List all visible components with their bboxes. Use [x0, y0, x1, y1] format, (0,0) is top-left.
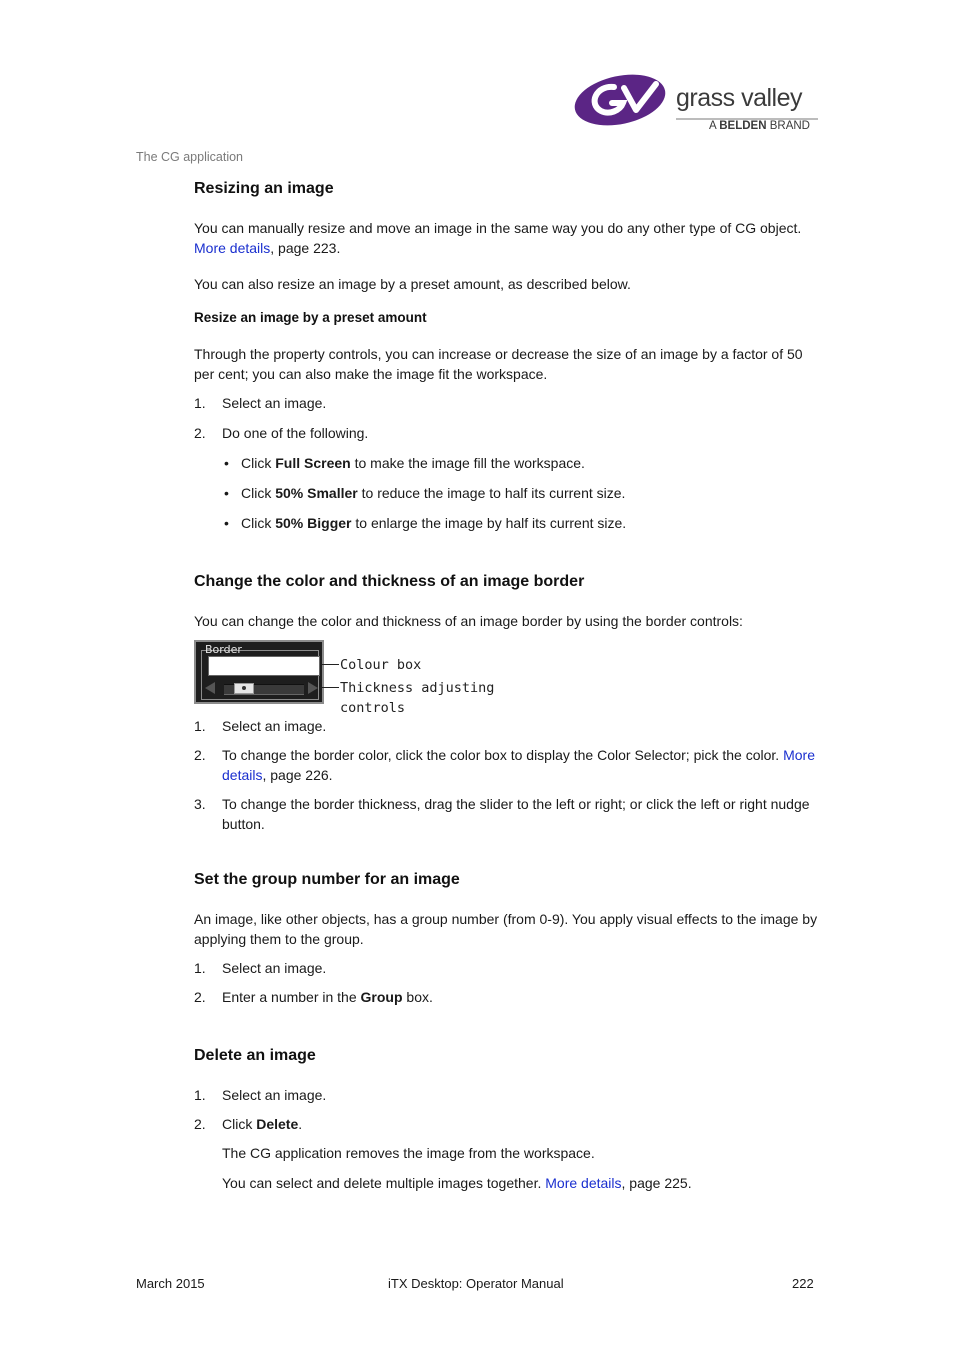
- step-number: 1.: [194, 395, 206, 411]
- resize-step-1: [194, 393, 824, 413]
- step-text: Select an image.: [222, 960, 327, 976]
- resize-paragraph-1: [194, 218, 824, 258]
- bullet-pre: Click: [241, 515, 276, 531]
- bullet-post: to reduce the image to half its current size.: [357, 485, 626, 501]
- border-widget: [194, 640, 324, 704]
- step-number: 2.: [194, 747, 206, 763]
- resize-p1-suffix: , page 223.: [270, 240, 341, 256]
- subsection-title-preset: Resize an image by a preset amount: [194, 310, 427, 325]
- running-head: The CG application: [136, 150, 244, 164]
- logo-tagline-prefix: A: [709, 120, 717, 132]
- resize-paragraph-2: You can also resize an image by a preset amount, as described below.: [194, 276, 631, 292]
- step-text: Select an image.: [222, 1087, 327, 1103]
- step-post: box.: [402, 989, 433, 1005]
- footer-title: iTX Desktop: Operator Manual: [388, 1276, 564, 1291]
- step-text: Select an image.: [222, 718, 327, 734]
- border-step-3: [194, 794, 824, 834]
- grass-valley-logo: [574, 70, 824, 136]
- step-post: .: [298, 1116, 303, 1132]
- step-suffix: , page 226.: [262, 767, 333, 783]
- bullet-50-bigger: [194, 513, 824, 533]
- bullet-pre: Click: [241, 485, 276, 501]
- section-title-delete: Delete an image: [194, 1047, 316, 1064]
- footer-page-number: 222: [792, 1276, 814, 1291]
- bullet-dot: •: [224, 455, 229, 471]
- delete-note-1: The CG application removes the image from the workspace.: [222, 1145, 595, 1161]
- step-number: 1.: [194, 1087, 206, 1103]
- group-intro: An image, like other objects, has a group number (from 0-9). You apply visual effects to the image by applying them to the group.: [194, 911, 818, 947]
- resize-step-2: [194, 423, 824, 443]
- bullet-50-smaller: [194, 483, 824, 503]
- bullet-bold: 50% Smaller: [275, 485, 358, 501]
- step-number: 2.: [194, 989, 206, 1005]
- delete-note-2-suffix: , page 225.: [621, 1175, 692, 1191]
- step-number: 1.: [194, 718, 206, 734]
- step-text: To change the border thickness, drag the slider to the left or right; or click the left or right nudge button.: [222, 796, 810, 832]
- border-step-2: [194, 745, 824, 785]
- delete-step-1: [194, 1085, 824, 1105]
- more-details-link-223[interactable]: More details: [194, 240, 271, 256]
- step-bold: Delete: [256, 1116, 299, 1132]
- bullet-pre: Click: [241, 455, 276, 471]
- step-number: 1.: [194, 960, 206, 976]
- group-step-1: [194, 958, 824, 978]
- nudge-right-icon[interactable]: [308, 682, 318, 694]
- border-controls-figure: [194, 640, 554, 716]
- delete-note-2-text: You can select and delete multiple images together.: [222, 1175, 542, 1191]
- step-text: To change the border color, click the color box to display the Color Selector; pick the color.: [222, 747, 780, 763]
- section-title-border: Change the color and thickness of an image border: [194, 573, 585, 590]
- callout-thickness: Thickness adjusting controls: [340, 680, 495, 716]
- step-pre: Click: [222, 1116, 257, 1132]
- thickness-slider-thumb[interactable]: [234, 683, 254, 694]
- logo-tagline-brand: BELDEN: [719, 120, 767, 132]
- bullet-dot: •: [224, 485, 229, 501]
- bullet-post: to make the image fill the workspace.: [350, 455, 585, 471]
- bullet-bold: Full Screen: [275, 455, 351, 471]
- leader-line-thickness: [322, 687, 339, 688]
- more-details-link-225[interactable]: More details: [545, 1175, 622, 1191]
- colour-box[interactable]: [208, 656, 320, 676]
- delete-note-2: [194, 1173, 824, 1193]
- border-step-1: [194, 716, 824, 736]
- page-content: [194, 178, 824, 1193]
- group-step-2: [194, 987, 824, 1007]
- border-intro: You can change the color and thickness of an image border by using the border controls:: [194, 613, 743, 629]
- resize-paragraph-3: Through the property controls, you can increase or decrease the size of an image by a factor of 50 per cent; you can also make the image fit the workspace.: [194, 346, 803, 382]
- border-widget-label: Border: [205, 643, 242, 656]
- bullet-bold: 50% Bigger: [275, 515, 352, 531]
- step-text: Select an image.: [222, 395, 327, 411]
- resize-p1-text: You can manually resize and move an image in the same way you do any other type of CG object.: [194, 220, 802, 236]
- delete-step-2: [194, 1114, 824, 1134]
- bullet-post: to enlarge the image by half its current size.: [351, 515, 627, 531]
- bullet-dot: •: [224, 515, 229, 531]
- step-number: 2.: [194, 425, 206, 441]
- logo-wordmark: grass valley: [676, 84, 802, 112]
- nudge-left-icon[interactable]: [205, 682, 215, 694]
- step-number: 3.: [194, 796, 206, 812]
- step-text: Do one of the following.: [222, 425, 369, 441]
- section-title-group: Set the group number for an image: [194, 871, 460, 888]
- step-bold: Group: [360, 989, 403, 1005]
- callout-colour-box: Colour box: [340, 657, 422, 673]
- logo-tagline-suffix: BRAND: [769, 120, 810, 132]
- footer-date: March 2015: [136, 1276, 205, 1291]
- leader-line-colour: [322, 664, 339, 665]
- step-pre: Enter a number in the: [222, 989, 361, 1005]
- step-number: 2.: [194, 1116, 206, 1132]
- logo-tagline: [709, 120, 810, 132]
- section-title-resizing: Resizing an image: [194, 180, 334, 197]
- bullet-full-screen: [194, 453, 824, 473]
- more-details-link-226[interactable]: More details: [222, 747, 815, 783]
